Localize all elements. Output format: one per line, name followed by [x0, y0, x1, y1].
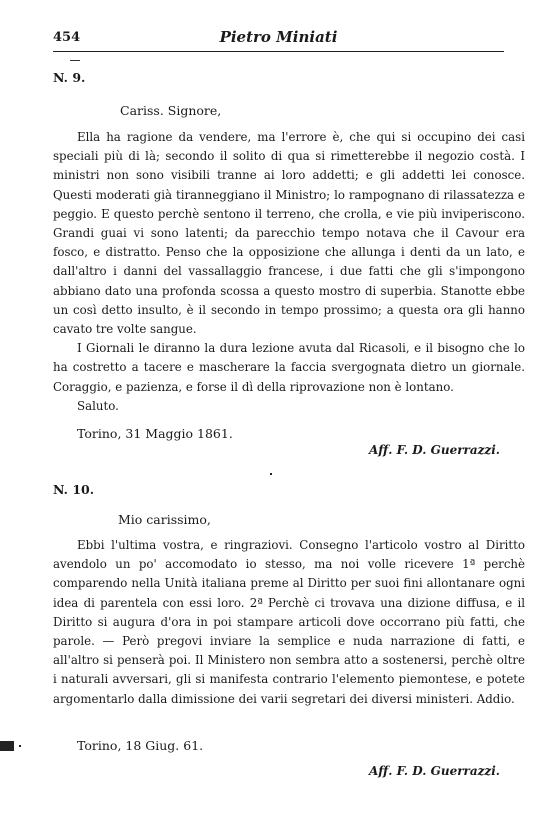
salutation: Cariss. Signore,: [120, 103, 222, 118]
signature: Aff. F. D. Guerrazzi.: [369, 764, 500, 778]
paragraph: I Giornali le diranno la dura lezione avuta dal Ricasoli, e il bisogno che lo ha costretto a tacere e mascherare la faccia svergognata dietro un giornale. Coraggio, e pazienza, e forse il dì della riprovazione non è lontano.: [53, 341, 525, 394]
letter-number: N. 10.: [53, 482, 95, 497]
paragraph: Ella ha ragione da vendere, ma l'errore è, che qui si occupino dei casi speciali più di là; secondo il solito di qua si rimetterebbe il negozio costà. I ministri non sono visibili tranne ai loro addetti; e gli addetti lei conosce. Questi moderati già tiranneggiano il Ministro; lo rampognano di rilassatezza e peggio. E questo perchè sentono il terreno, che crolla, e vie più inviperiscono. Grandi guai vi sono latenti; da parecchio tempo notava che il Cavour era fosco, e distratto. Penso che la opposizione che allunga i denti da un lato, e dall'altro i danni del vassallaggio francese, i due fatti che gli s'impongono abbiano dato una profonda scossa a questo mostro di superbia. Stanotte ebbe un così detto insulto, è il secondo in tempo prossimo; a questa ora gli hanno cavato tre volte sangue.: [53, 130, 525, 337]
running-head: Pietro Miniati: [219, 28, 338, 46]
paragraph: Saluto.: [77, 398, 119, 413]
salutation: Mio carissimo,: [118, 512, 211, 527]
paragraph: Ebbi l'ultima vostra, e ringraziovi. Consegno l'articolo vostro al Diritto avendolo un po' accomodato io stesso, ma noi volle ricevere 1ª perchè comparendo nella Unità italiana preme al Diritto per suoi fini allontanare ogni idea di parentela con essi loro. 2ª Perchè ci trovava una dizione diffusa, e il Diritto si augura d'ora in poi stampare articoli dove occorrano più fatti, che parole. — Però pregovi inviare la semplice e nuda narrazione di fatti, e all'altro si penserà poi. Il Ministero non sembra atto a sostenersi, perchè oltre i naturali avversari, gli si manifesta contrario l'elemento piemontese, e potete argomentarlo dalla dimissione dei varii segretari dei diversi ministeri. Addio.: [53, 538, 525, 706]
page-number: 454: [53, 30, 81, 45]
header-rule: [53, 51, 504, 52]
signature: Aff. F. D. Guerrazzi.: [369, 443, 500, 457]
letter-body: [53, 128, 525, 416]
ink-speck: [270, 473, 272, 475]
place-date: Torino, 18 Giug. 61.: [77, 738, 204, 753]
scan-mark: [0, 741, 14, 751]
ink-speck: [19, 745, 21, 747]
letter-number: N. 9.: [53, 70, 86, 85]
letter-body: [53, 536, 525, 709]
place-date: Torino, 31 Maggio 1861.: [77, 426, 233, 441]
margin-mark: [70, 60, 80, 61]
page-header: [53, 28, 504, 50]
